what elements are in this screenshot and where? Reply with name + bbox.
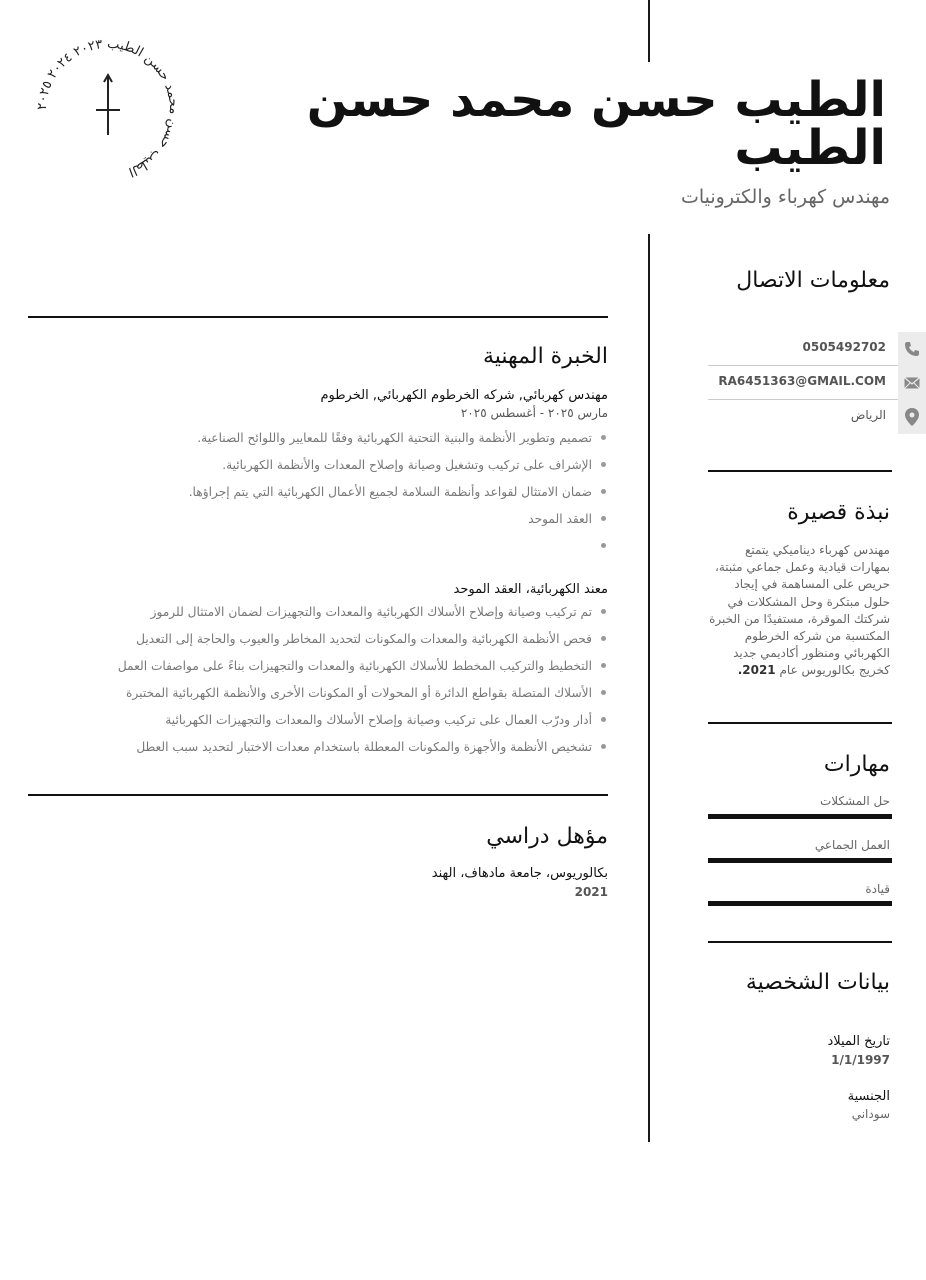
summary-year: 2021. [737, 663, 776, 678]
nationality-label: الجنسية [847, 1089, 890, 1104]
job-date: مارس ٢٠٢٥ - أغسطس ٢٠٢٥ [460, 406, 608, 420]
education-heading: مؤهل دراسي [486, 824, 608, 849]
sidebar-separator [708, 722, 892, 724]
location-pin-icon [898, 400, 926, 434]
list-item: ضمان الامتثال لقواعد وأنظمة السلامة لجميع الأعمال الكهربائية التي يتم إجراؤها. [48, 485, 608, 512]
job-bullets [48, 605, 608, 767]
skill-label: قيادة [865, 882, 890, 896]
location-text: الرياض [850, 408, 886, 422]
sidebar-divider-line [648, 234, 650, 1142]
job-bullets [48, 431, 608, 566]
candidate-name: الطيب حسن محمد حسن الطيب [306, 72, 886, 176]
contact-location-row [708, 400, 926, 434]
contact-phone-row[interactable] [708, 332, 926, 366]
list-item: تشخيص الأنظمة والأجهزة والمكونات المعطلة باستخدام معدات الاختبار لتحديد سبب العطل [48, 740, 608, 767]
birth-date-label: تاريخ الميلاد [827, 1034, 890, 1049]
phone-number[interactable]: 0505492702 [802, 340, 886, 354]
list-item: العقد الموحد [48, 512, 608, 539]
list-item: تم تركيب وصيانة وإصلاح الأسلاك الكهربائية والمعدات والتجهيزات لضمان الامتثال للرموز [48, 605, 608, 632]
skills-heading: مهارات [823, 752, 890, 777]
nationality-value: سوداني [851, 1107, 890, 1121]
personal-heading: بيانات الشخصية [745, 970, 890, 995]
signature-seal [28, 30, 188, 190]
summary-text [706, 542, 890, 680]
header-divider-line [648, 0, 650, 62]
summary-heading: نبذة قصيرة [787, 500, 890, 525]
contact-heading: معلومات الاتصال [736, 268, 890, 293]
seal-dagger-icon [96, 75, 120, 135]
section-separator [28, 794, 608, 796]
birth-date-value: 1/1/1997 [831, 1053, 890, 1067]
skill-level-bar [708, 814, 892, 819]
list-item: الإشراف على تركيب وتشغيل وصيانة وإصلاح المعدات والأنظمة الكهربائية. [48, 458, 608, 485]
skill-label: العمل الجماعي [814, 838, 890, 852]
job-title: مهندس كهرباء والكترونيات [680, 186, 890, 208]
section-separator [28, 316, 608, 318]
skill-label: حل المشكلات [819, 794, 890, 808]
sidebar-separator [708, 470, 892, 472]
seal-text: الطيب حسن محمد حسن الطيب ٢٠٢٣ ٢٠٢٤ ٢٠٢٥ [34, 36, 182, 180]
phone-icon [898, 332, 926, 366]
education-year: 2021 [574, 885, 608, 899]
email-address[interactable]: RA6451363@GMAIL.COM [718, 374, 886, 388]
list-item [48, 539, 608, 566]
summary-body: مهندس كهرباء ديناميكي يتمتع بمهارات قيادية وعمل جماعي مثبتة، حريص على المساهمة في إيجاد حلول مبتكرة وحل المشكلات في شركتك الموقرة، مستفيدًا من الخبرة المكتسبة من شركه الخرطوم الكهربائي ومنظور أكاديمي جديد كخريج بكالوريوس عام [709, 543, 890, 678]
contact-email-row[interactable] [708, 366, 926, 400]
skill-level-bar [708, 858, 892, 863]
sidebar-separator [708, 941, 892, 943]
list-item: التخطيط والتركيب المخطط للأسلاك الكهربائية والمعدات والتجهيزات بناءً على مواصفات العمل [48, 659, 608, 686]
experience-heading: الخبرة المهنية [482, 344, 608, 369]
list-item: الأسلاك المتصلة بقواطع الدائرة أو المحولات أو المكونات الأخرى والأنظمة الكهربائية المختبرة [48, 686, 608, 713]
job-role: معند الكهربائية، العقد الموحد [453, 582, 608, 597]
envelope-icon [898, 366, 926, 400]
list-item: أدار ودرّب العمال على تركيب وصيانة وإصلاح الأسلاك والمعدات والتجهيزات الكهربائية [48, 713, 608, 740]
list-item: تصميم وتطوير الأنظمة والبنية التحتية الكهربائية وفقًا للمعايير واللوائح الصناعية. [48, 431, 608, 458]
list-item: فحص الأنظمة الكهربائية والمعدات والمكونات لتحديد المخاطر والعيوب والحاجة إلى التعديل [48, 632, 608, 659]
skill-level-bar [708, 901, 892, 906]
job-role: مهندس كهربائي, شركه الخرطوم الكهربائي, الخرطوم [320, 388, 608, 403]
education-degree: بكالوريوس، جامعة مادهاف، الهند [431, 866, 608, 881]
